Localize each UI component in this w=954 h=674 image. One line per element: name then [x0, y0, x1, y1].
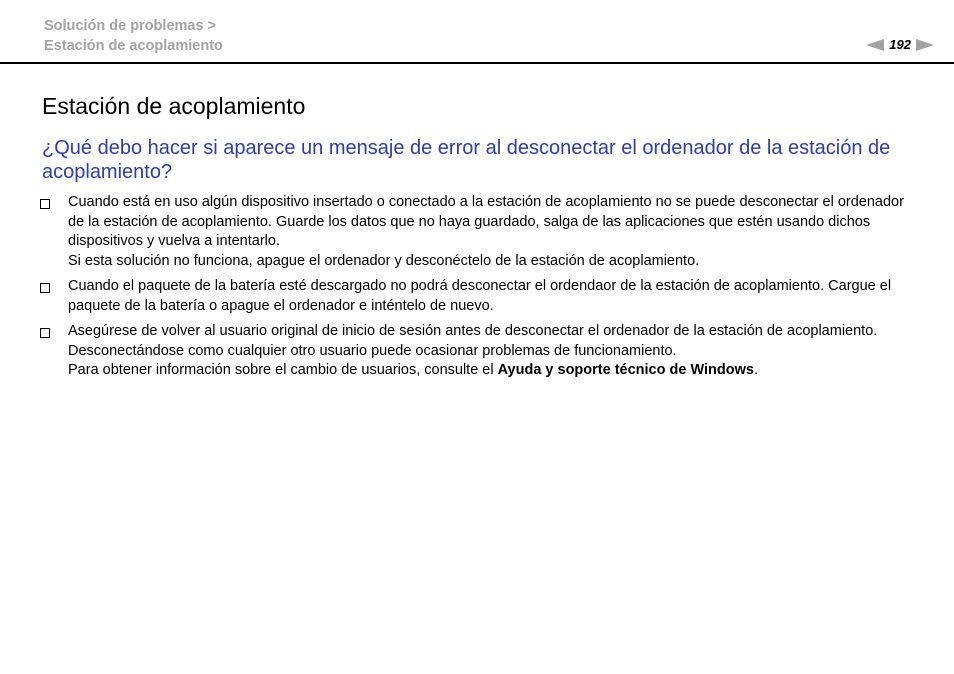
checkbox-bullet-icon [40, 283, 50, 293]
list-item [40, 193, 920, 271]
list-item-text [68, 322, 920, 381]
list-item-paragraph: Asegúrese de volver al usuario original de inicio de sesión antes de desconectar el ordenador de la estación de acoplamiento. Desconectándose como cualquier otro usuario puede ocasionar problemas de funcionamiento. [68, 323, 878, 359]
question-heading: ¿Qué debo hacer si aparece un mensaje de error al desconectar el ordenador de la estación de acoplamiento? [42, 137, 891, 183]
help-and-support-reference: Ayuda y soporte técnico de Windows [497, 362, 754, 378]
list-item [40, 277, 920, 316]
list-item-text [68, 277, 920, 316]
breadcrumb-current[interactable]: Estación de acoplamiento [44, 38, 223, 54]
page-number: 192 [889, 37, 911, 52]
next-page-arrow-icon[interactable] [916, 39, 934, 51]
page-navigation [866, 37, 934, 53]
checkbox-bullet-icon [40, 328, 50, 338]
list-item-paragraph: Si esta solución no funciona, apague el ordenador y desconéctelo de la estación de acoplamiento. [68, 252, 700, 269]
list-item [40, 322, 920, 381]
page-title: Estación de acoplamiento [42, 93, 306, 119]
answer-list [40, 193, 920, 387]
reference-prefix-text: Para obtener información sobre el cambio de usuarios, consulte el [68, 362, 498, 378]
breadcrumb-parent[interactable]: Solución de problemas > [44, 18, 217, 34]
previous-page-arrow-icon[interactable] [866, 39, 884, 51]
reference-suffix-text: . [753, 362, 758, 378]
breadcrumb [44, 16, 223, 56]
list-item-paragraph [68, 361, 920, 381]
list-item-text [68, 193, 920, 271]
list-item-paragraph: Cuando el paquete de la batería esté descargado no podrá desconectar el ordendaor de la estación de acoplamiento. Cargue el paquete de la batería o apague el ordenador e inténtelo de nuevo. [68, 278, 892, 314]
header-divider [0, 62, 954, 64]
list-item-paragraph: Cuando está en uso algún dispositivo insertado o conectado a la estación de acoplamiento no se puede desconectar el ordenador de la estación de acoplamiento. Guarde los datos que no haya guardado, salga de las aplicaciones que estén usando dichos dispositivos y vuelva a intentarlo. [68, 194, 904, 249]
checkbox-bullet-icon [40, 199, 50, 209]
